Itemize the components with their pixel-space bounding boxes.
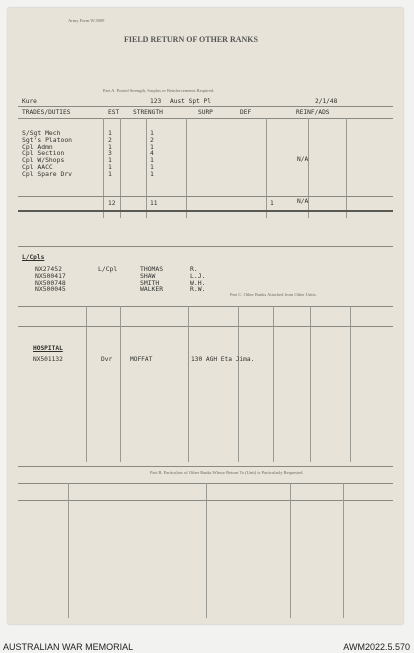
attached-name: SHAW: [140, 271, 156, 280]
hospital-name: MOFFAT: [130, 356, 153, 363]
trade-est: 3: [108, 149, 112, 158]
header-trades: TRADES/DUTIES: [22, 109, 71, 116]
attached-rank: [98, 273, 117, 280]
trade-str: 2: [150, 135, 154, 144]
strength-column: [150, 130, 154, 178]
trade-est: 1: [108, 169, 112, 178]
grid-line: [238, 306, 239, 462]
trade-est: 1: [108, 162, 112, 171]
attached-name: WALKER: [140, 285, 164, 294]
grid-line: [86, 306, 87, 462]
attached-number: NX500045: [35, 285, 66, 294]
trade-str: 1: [150, 156, 154, 165]
attached-number: NX500748: [35, 278, 66, 287]
part-a-label: Part A. Posted Strength, Surplus or Reinforcements Required.: [103, 88, 215, 93]
return-date: 2/1/48: [315, 98, 338, 105]
attached-initials: W.H.: [190, 278, 206, 287]
grid-line: [346, 118, 347, 218]
unit-number: 123: [150, 98, 162, 105]
attachments-list: [35, 266, 66, 293]
header-surplus: SURP: [198, 109, 213, 116]
grid-line: [290, 483, 291, 618]
trade-str: 1: [150, 129, 154, 137]
grid-line: [103, 118, 104, 218]
part-b-rule: [18, 466, 393, 467]
header-estab: EST: [108, 109, 120, 116]
attached-initials: R.: [190, 265, 198, 273]
hospital-number: NX501132: [33, 356, 63, 363]
grid-line: [350, 306, 351, 462]
attached-rank: L/Cpl: [98, 265, 118, 273]
attachments-rank: [98, 266, 117, 293]
trade-duty: S/Sgt Mech: [22, 129, 61, 137]
grid-line: [68, 483, 69, 618]
total-str: 11: [150, 200, 158, 207]
footer-credit: AUSTRALIAN WAR MEMORIAL: [3, 642, 134, 652]
header-remarks: REINF/ADS: [296, 109, 330, 116]
lower-table-rule: [18, 326, 393, 327]
grid-line: [146, 118, 147, 218]
attachments-rule: [18, 246, 393, 247]
header-deficiency: DEF: [240, 109, 252, 116]
trade-est: 1: [108, 142, 112, 151]
attached-initials: R.W.: [190, 285, 206, 294]
trade-str: 4: [150, 149, 154, 158]
trade-str: 1: [150, 169, 154, 178]
part-b-label: Part B. Particulars of Other Ranks Whose Return To (Unit) is Particularly Requested.: [150, 470, 304, 475]
attachments-initials: [190, 266, 205, 293]
attached-initials: L.J.: [190, 271, 206, 280]
totals-rule: [18, 196, 393, 197]
form-title: FIELD RETURN OF OTHER RANKS: [124, 35, 258, 44]
grid-line: [206, 483, 207, 618]
grid-line: [120, 118, 121, 218]
trade-str: 1: [150, 142, 154, 151]
lower-table-rule: [18, 306, 393, 307]
part-c-label: Part C. Other Ranks Attached from Other Units.: [230, 292, 317, 297]
hospital-rank: Dvr: [101, 356, 113, 363]
attachments-names: [140, 266, 163, 293]
establishment-column: [108, 130, 112, 178]
trade-duty: Sgt's Platoon: [22, 135, 73, 144]
attachments-heading: L/Cpls: [22, 254, 45, 261]
na-mark: N/A: [297, 156, 309, 163]
header-rule-top: [18, 106, 393, 107]
grid-line: [310, 306, 311, 462]
attached-number: NX500417: [35, 271, 66, 280]
form-reference: Army Form W.3009: [68, 18, 105, 23]
trade-str: 1: [150, 162, 154, 171]
footer-bar: [0, 638, 414, 653]
trade-duty: Cpl Section: [22, 149, 65, 158]
hospital-heading: HOSPITAL: [33, 345, 63, 352]
trade-est: 1: [108, 129, 112, 137]
trades-duties-column: [22, 130, 72, 178]
grid-line: [120, 306, 121, 462]
attached-rank: [98, 286, 117, 293]
grid-line: [343, 483, 344, 618]
hospital-unit: 130 AGH Eta Jima.: [191, 356, 255, 363]
trade-est: 1: [108, 156, 112, 165]
document-sheet: [8, 8, 403, 624]
attached-name: THOMAS: [140, 265, 164, 273]
na-mark: N/A: [297, 198, 309, 205]
trade-est: 2: [108, 135, 112, 144]
grid-line: [186, 118, 187, 218]
trade-duty: Cpl W/Shops: [22, 156, 65, 165]
total-mark: 1: [270, 200, 274, 207]
attached-name: SMITH: [140, 278, 160, 287]
attached-number: NX27452: [35, 265, 62, 273]
total-est: 12: [108, 200, 116, 207]
place-name: Kure: [22, 98, 37, 105]
totals-rule-bottom: [18, 210, 393, 212]
grid-line: [266, 118, 267, 218]
attached-rank: [98, 280, 117, 287]
grid-line: [188, 306, 189, 462]
grid-line: [273, 306, 274, 462]
header-strength: STRENGTH: [133, 109, 163, 116]
header-rule-bottom: [18, 118, 393, 119]
trade-duty: Cpl Spare Drv: [22, 169, 73, 178]
footer-accession-number: AWM2022.5.570: [343, 642, 410, 652]
trade-duty: Cpl AACC: [22, 162, 53, 171]
trade-duty: Cpl Admn: [22, 142, 53, 151]
unit-name: Aust Spt Pl: [170, 98, 211, 105]
